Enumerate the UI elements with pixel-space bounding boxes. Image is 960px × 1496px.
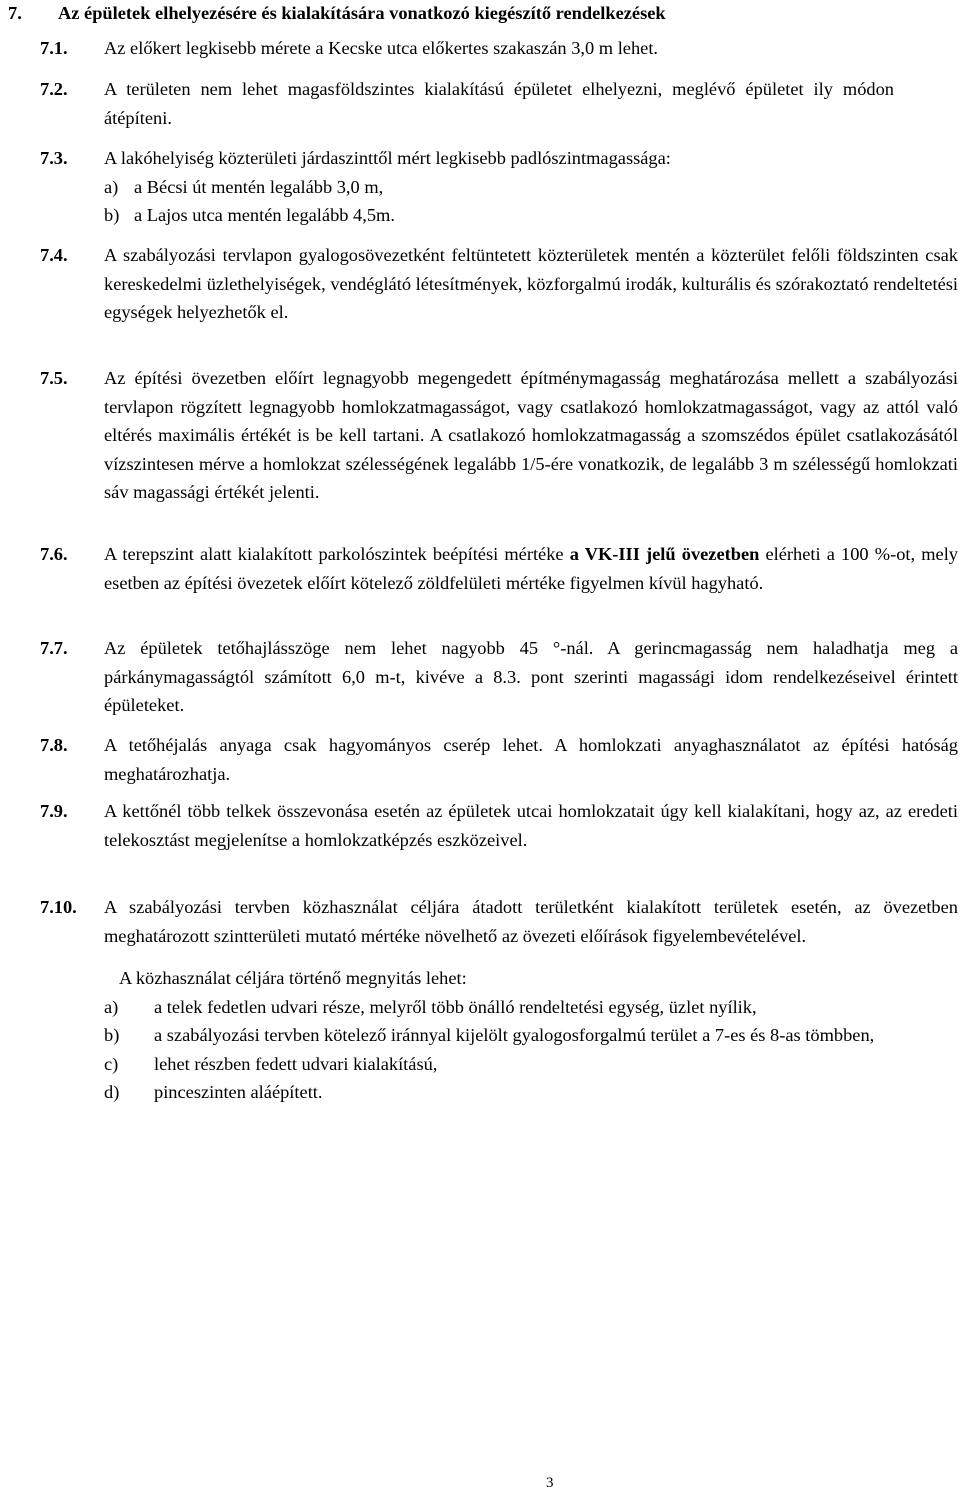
section-text: Az épületek tetőhajlásszöge nem lehet nagyobb 45 °-nál. A gerincmagasság nem haladhatja meg a párkánymagasságtól számított 6,0 m-t, kivéve a 8.3. pont szerinti magassági idom rendelkezéseivel érintett épületeket. [104, 638, 958, 715]
chapter-title: Az épületek elhelyezésére és kialakítására vonatkozó kiegészítő rendelkezések [58, 3, 666, 23]
list-item-text: pinceszinten aláépített. [154, 1082, 323, 1102]
chapter-heading [8, 0, 666, 26]
section-number: 7.2. [40, 79, 68, 99]
section-text: A tetőhéjalás anyaga csak hagyományos cserép lehet. A homlokzati anyaghasználatot az építési hatóság meghatározhatja. [104, 735, 958, 784]
list-item-label: d) [104, 1082, 120, 1102]
list-item-label: a) [104, 176, 119, 197]
list-item [104, 201, 958, 230]
chapter-number: 7. [8, 3, 22, 23]
list-item-label: b) [104, 1025, 120, 1045]
list-item-label: c) [104, 1053, 119, 1074]
section-7-7 [40, 634, 958, 720]
section-text: A lakóhelyiség közterületi járdaszinttől mért legkisebb padlószintmagassága: [104, 148, 671, 168]
section-text: A terepszint alatt kialakított parkolószintek beépítési mértéke a VK-III jelű övezetben elérheti a 100 %-ot, mely esetben az építési övezetek előírt kötelező zöldfelületi mértéke figyelmen kívül hagyható. [104, 544, 958, 593]
list-item-text: a Bécsi út mentén legalább 3,0 m, [134, 176, 384, 197]
section-7-2 [40, 75, 958, 132]
list-item [104, 173, 958, 202]
section-text: A szabályozási tervlapon gyalogosövezetként feltüntetett közterületek mentén a közterület felőli földszinten csak kereskedelmi üzlethelyiségek, vendéglátó létesítmények, közforgalmú irodák, kulturális és szórakoztató rendeltetési egységek helyezhetők el. [104, 245, 958, 322]
section-number: 7.3. [40, 148, 68, 168]
section-number: 7.7. [40, 638, 68, 658]
list-item-text: a telek fedetlen udvari része, melyről több önálló rendeltetési egység, üzlet nyílik, [154, 996, 757, 1017]
section-text: A szabályozási tervben közhasználat céljára átadott területként kialakított területek esetén, az övezetben meghatározott szintterületi mutató mértéke növelhető az övezeti előírások figyelembevételével. [104, 897, 958, 946]
section-text: A kettőnél több telkek összevonása esetén az épületek utcai homlokzatait úgy kell kialakítani, hogy az, az eredeti telekosztást megjelenítse a homlokzatképzés eszközeivel. [104, 801, 958, 850]
section-number: 7.6. [40, 544, 68, 564]
emphasis-zone-name: a VK-III jelű övezetben [569, 544, 760, 564]
list-item [104, 1021, 958, 1050]
section-7-10 [40, 893, 958, 1107]
section-7-3 [40, 144, 958, 230]
list-item-label: b) [104, 205, 120, 225]
section-number: 7.8. [40, 735, 68, 755]
list-item-text: lehet részben fedett udvari kialakítású, [154, 1053, 438, 1074]
list-item [104, 993, 958, 1022]
page-number: 3 [546, 1475, 554, 1491]
subheading: A közhasználat céljára történő megnyitás lehet: [119, 968, 467, 988]
section-7-8 [40, 731, 958, 788]
section-7-9 [40, 797, 958, 854]
section-number: 7.9. [40, 801, 68, 821]
list-item-text: a Lajos utca mentén legalább 4,5m. [134, 205, 395, 225]
list-item [104, 1050, 958, 1079]
section-7-6 [40, 540, 958, 597]
section-number: 7.4. [40, 245, 68, 265]
section-text: Az előkert legkisebb mérete a Kecske utca előkertes szakaszán 3,0 m lehet. [104, 38, 659, 58]
section-number: 7.10. [40, 897, 77, 917]
section-7-5 [40, 364, 958, 507]
section-7-1 [40, 34, 958, 63]
section-number: 7.5. [40, 368, 68, 388]
list-item-label: a) [104, 996, 119, 1017]
section-text: Az építési övezetben előírt legnagyobb megengedett építménymagasság meghatározása mellett a szabályozási tervlapon rögzített legnagyobb homlokzatmagasságot, vagy csatlakozó homlokzatmagasságot, vagy az attól való eltérés maximális értékét is be kell tartani. A csatlakozó homlokzatmagasság a szomszédos épület csatlakozásától vízszintesen mérve a homlokzat szélességének legalább 1/5-ére vonatkozik, de legalább 3 m szélességű homlokzati sáv magassági értékét jelenti. [104, 368, 958, 502]
list-item-text: a szabályozási tervben kötelező iránnyal kijelölt gyalogosforgalmú terület a 7-es és 8-as tömbben, [154, 1025, 875, 1045]
section-7-4 [40, 241, 958, 327]
section-text: A területen nem lehet magasföldszintes kialakítású épületet elhelyezni, meglévő épületet ily módon átépíteni. [104, 79, 894, 128]
list-item [104, 1078, 958, 1107]
section-number: 7.1. [40, 38, 68, 58]
